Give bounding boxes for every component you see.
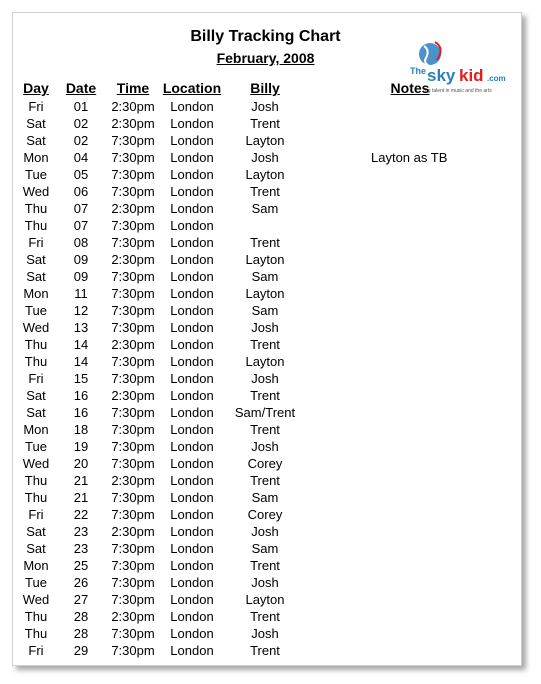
table-row — [0, 336, 541, 353]
cell-date: 29 — [73, 643, 89, 658]
cell-day: Thu — [24, 354, 48, 369]
cell-time: 7:30pm — [111, 354, 155, 369]
cell-location: London — [170, 592, 214, 607]
cell-billy: Trent — [250, 558, 280, 573]
table-row — [0, 183, 541, 200]
cell-date: 07 — [73, 201, 89, 216]
cell-date: 11 — [74, 286, 88, 301]
cell-day: Sat — [26, 405, 46, 420]
cell-location: London — [170, 473, 214, 488]
cell-date: 09 — [73, 252, 89, 267]
table-row — [0, 149, 541, 166]
schedule-table — [0, 98, 541, 659]
cell-day: Fri — [28, 235, 44, 250]
table-row — [0, 489, 541, 506]
table-row — [0, 642, 541, 659]
cell-time: 7:30pm — [111, 558, 155, 573]
cell-time: 7:30pm — [111, 507, 155, 522]
table-row — [0, 251, 541, 268]
cell-billy: Layton — [245, 167, 285, 182]
logo-globe — [419, 43, 441, 65]
cell-location: London — [170, 439, 214, 454]
table-row — [0, 234, 541, 251]
cell-location: London — [170, 643, 214, 658]
cell-time: 7:30pm — [111, 320, 155, 335]
cell-time: 7:30pm — [111, 456, 155, 471]
cell-date: 16 — [73, 388, 89, 403]
column-header-location: Location — [162, 80, 222, 96]
cell-date: 27 — [73, 592, 89, 607]
cell-day: Sat — [26, 541, 46, 556]
cell-date: 21 — [73, 473, 89, 488]
cell-time: 2:30pm — [111, 116, 155, 131]
logo-kid: kid — [459, 66, 484, 85]
cell-time: 7:30pm — [111, 422, 155, 437]
table-row — [0, 319, 541, 336]
cell-billy: Trent — [250, 184, 280, 199]
cell-time: 7:30pm — [111, 269, 155, 284]
cell-time: 7:30pm — [111, 218, 155, 233]
cell-day: Fri — [28, 99, 44, 114]
table-row — [0, 455, 541, 472]
cell-billy: Trent — [250, 116, 280, 131]
cell-location: London — [170, 116, 214, 131]
cell-date: 16 — [73, 405, 89, 420]
cell-billy: Josh — [251, 371, 279, 386]
cell-location: London — [170, 337, 214, 352]
cell-date: 05 — [73, 167, 89, 182]
cell-location: London — [170, 150, 214, 165]
cell-location: London — [170, 201, 214, 216]
cell-location: London — [170, 184, 214, 199]
cell-date: 06 — [73, 184, 89, 199]
cell-billy: Trent — [250, 422, 280, 437]
cell-date: 01 — [73, 99, 89, 114]
cell-location: London — [170, 303, 214, 318]
table-row — [0, 523, 541, 540]
cell-time: 2:30pm — [111, 252, 155, 267]
table-row — [0, 387, 541, 404]
logo-the: The — [410, 66, 427, 76]
cell-location: London — [170, 235, 214, 250]
cell-date: 15 — [73, 371, 89, 386]
table-row — [0, 217, 541, 234]
cell-time: 7:30pm — [111, 405, 155, 420]
table-row — [0, 353, 541, 370]
cell-billy: Sam — [251, 201, 279, 216]
table-row — [0, 115, 541, 132]
cell-billy: Sam — [251, 269, 279, 284]
cell-location: London — [170, 167, 214, 182]
subtitle-text: February, 2008 — [216, 50, 315, 66]
cell-location: London — [170, 388, 214, 403]
cell-location: London — [170, 422, 214, 437]
cell-billy: Sam/Trent — [234, 405, 296, 420]
cell-date: 09 — [73, 269, 89, 284]
cell-time: 7:30pm — [111, 575, 155, 590]
table-row — [0, 625, 541, 642]
table-row — [0, 506, 541, 523]
cell-time: 2:30pm — [111, 609, 155, 624]
cell-location: London — [170, 456, 214, 471]
cell-billy: Corey — [247, 456, 283, 471]
cell-billy: Josh — [251, 99, 279, 114]
cell-day: Thu — [24, 473, 48, 488]
cell-day: Mon — [23, 558, 49, 573]
cell-billy: Trent — [250, 337, 280, 352]
cell-date: 19 — [73, 439, 89, 454]
cell-location: London — [170, 99, 214, 114]
cell-time: 7:30pm — [111, 541, 155, 556]
cell-billy: Josh — [251, 626, 279, 641]
cell-day: Sat — [26, 133, 46, 148]
cell-time: 2:30pm — [111, 473, 155, 488]
cell-day: Wed — [22, 320, 50, 335]
cell-date: 21 — [73, 490, 89, 505]
cell-day: Sat — [26, 269, 46, 284]
column-header-notes: Notes — [390, 80, 430, 96]
cell-billy: Trent — [250, 388, 280, 403]
cell-day: Thu — [24, 201, 48, 216]
cell-date: 25 — [73, 558, 89, 573]
cell-location: London — [170, 609, 214, 624]
cell-billy: Trent — [250, 643, 280, 658]
cell-day: Thu — [24, 626, 48, 641]
cell-date: 04 — [73, 150, 89, 165]
cell-day: Thu — [24, 218, 48, 233]
cell-day: Fri — [28, 643, 44, 658]
cell-location: London — [170, 405, 214, 420]
table-row — [0, 98, 541, 115]
cell-billy: Josh — [251, 320, 279, 335]
logo-dotcom: .com — [487, 74, 506, 83]
cell-billy: Layton — [245, 252, 285, 267]
table-row — [0, 268, 541, 285]
cell-time: 7:30pm — [111, 167, 155, 182]
cell-date: 26 — [73, 575, 89, 590]
cell-time: 7:30pm — [111, 235, 155, 250]
cell-billy: Sam — [251, 490, 279, 505]
cell-billy: Trent — [250, 473, 280, 488]
table-row — [0, 540, 541, 557]
cell-date: 12 — [73, 303, 89, 318]
cell-time: 7:30pm — [111, 184, 155, 199]
cell-time: 2:30pm — [111, 99, 155, 114]
cell-date: 07 — [73, 218, 89, 233]
cell-location: London — [170, 269, 214, 284]
cell-location: London — [170, 575, 214, 590]
cell-location: London — [170, 133, 214, 148]
cell-day: Mon — [23, 150, 49, 165]
table-row — [0, 438, 541, 455]
cell-day: Mon — [23, 422, 49, 437]
cell-billy: Josh — [251, 439, 279, 454]
cell-time: 7:30pm — [111, 371, 155, 386]
cell-time: 7:30pm — [111, 150, 155, 165]
logo-tagline: ng talent in music and the arts — [425, 88, 492, 94]
cell-day: Thu — [24, 337, 48, 352]
cell-day: Sat — [26, 524, 46, 539]
cell-date: 28 — [73, 609, 89, 624]
table-row — [0, 557, 541, 574]
cell-billy: Sam — [251, 303, 279, 318]
cell-day: Wed — [22, 456, 50, 471]
cell-billy: Josh — [251, 150, 279, 165]
cell-time: 7:30pm — [111, 490, 155, 505]
cell-billy: Layton — [245, 592, 285, 607]
cell-billy: Layton — [245, 133, 285, 148]
cell-time: 7:30pm — [111, 439, 155, 454]
table-row — [0, 302, 541, 319]
cell-location: London — [170, 626, 214, 641]
table-row — [0, 370, 541, 387]
table-row — [0, 166, 541, 183]
cell-date: 14 — [73, 354, 89, 369]
cell-day: Tue — [25, 575, 47, 590]
column-header-day: Day — [23, 80, 49, 96]
cell-day: Thu — [24, 490, 48, 505]
cell-day: Wed — [22, 592, 50, 607]
cell-date: 14 — [73, 337, 89, 352]
cell-date: 22 — [73, 507, 89, 522]
cell-time: 2:30pm — [111, 201, 155, 216]
cell-date: 02 — [73, 116, 89, 131]
cell-location: London — [170, 371, 214, 386]
column-header-billy: Billy — [250, 80, 280, 96]
cell-location: London — [170, 218, 214, 233]
cell-day: Sat — [26, 116, 46, 131]
cell-billy: Sam — [251, 541, 279, 556]
cell-location: London — [170, 524, 214, 539]
cell-date: 13 — [73, 320, 89, 335]
cell-day: Wed — [22, 184, 50, 199]
cell-billy: Corey — [247, 507, 283, 522]
table-row — [0, 591, 541, 608]
cell-day: Sat — [26, 252, 46, 267]
cell-time: 2:30pm — [111, 337, 155, 352]
cell-time: 7:30pm — [111, 643, 155, 658]
table-row — [0, 404, 541, 421]
column-header-date: Date — [65, 80, 97, 96]
page-title: Billy Tracking Chart — [190, 28, 341, 45]
cell-location: London — [170, 558, 214, 573]
cell-day: Mon — [23, 286, 49, 301]
cell-day: Fri — [28, 371, 44, 386]
table-row — [0, 285, 541, 302]
table-row — [0, 421, 541, 438]
cell-date: 23 — [73, 541, 89, 556]
cell-billy: Trent — [250, 609, 280, 624]
cell-day: Fri — [28, 507, 44, 522]
cell-date: 08 — [73, 235, 89, 250]
cell-day: Thu — [24, 609, 48, 624]
cell-date: 28 — [73, 626, 89, 641]
table-row — [0, 574, 541, 591]
cell-location: London — [170, 354, 214, 369]
cell-billy: Layton — [245, 354, 285, 369]
column-header-time: Time — [116, 80, 150, 96]
cell-location: London — [170, 286, 214, 301]
cell-notes: Layton as TB — [371, 150, 448, 165]
cell-day: Tue — [25, 303, 47, 318]
cell-billy: Josh — [251, 575, 279, 590]
cell-day: Tue — [25, 439, 47, 454]
table-row — [0, 608, 541, 625]
table-row — [0, 472, 541, 489]
cell-location: London — [170, 490, 214, 505]
table-row — [0, 200, 541, 217]
cell-time: 2:30pm — [111, 524, 155, 539]
cell-date: 02 — [73, 133, 89, 148]
cell-day: Tue — [25, 167, 47, 182]
cell-time: 7:30pm — [111, 303, 155, 318]
cell-date: 20 — [73, 456, 89, 471]
cell-billy: Josh — [251, 524, 279, 539]
cell-billy: Layton — [245, 286, 285, 301]
cell-day: Sat — [26, 388, 46, 403]
table-row — [0, 132, 541, 149]
cell-time: 7:30pm — [111, 133, 155, 148]
cell-time: 2:30pm — [111, 388, 155, 403]
cell-date: 18 — [73, 422, 89, 437]
cell-date: 23 — [73, 524, 89, 539]
cell-billy: Trent — [250, 235, 280, 250]
logo-sky: sky — [427, 66, 456, 85]
cell-location: London — [170, 507, 214, 522]
cell-time: 7:30pm — [111, 626, 155, 641]
cell-location: London — [170, 320, 214, 335]
cell-time: 7:30pm — [111, 592, 155, 607]
cell-location: London — [170, 541, 214, 556]
cell-location: London — [170, 252, 214, 267]
cell-time: 7:30pm — [111, 286, 155, 301]
